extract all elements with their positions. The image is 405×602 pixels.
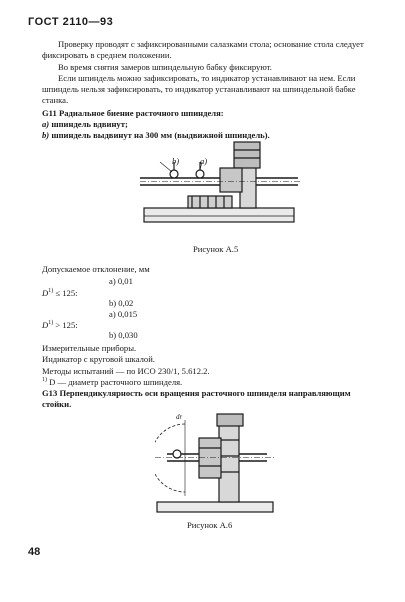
g11-item-b-marker: b)	[42, 130, 50, 140]
figure-a5-label-a: a)	[200, 156, 208, 166]
tolerance-heading: Допускаемое отклонение, мм	[42, 264, 150, 274]
a5-indicator-a	[196, 170, 204, 178]
a5-column-top	[234, 142, 260, 168]
g13-title-text: Перпендикулярность оси вращения расточного шпинделя направляющим	[59, 388, 351, 398]
figure-a6-caption: Рисунок А.6	[187, 520, 233, 530]
footnote	[42, 377, 182, 388]
g13-code: G13	[42, 388, 58, 398]
footnote-text: D — диаметр расточного шпинделя.	[49, 377, 183, 387]
a5-table	[188, 196, 232, 208]
a6-column	[219, 424, 239, 502]
footnote-sup: 1)	[42, 377, 47, 383]
tolerance-row-1: а) 0,01	[109, 276, 133, 286]
a6-spindle-head	[199, 438, 221, 478]
g11-title	[42, 108, 224, 119]
g13-title-line-2: стойки.	[42, 399, 72, 409]
instruments-line: Индикатор с круговой шкалой.	[42, 354, 155, 364]
a6-machine-base	[157, 502, 273, 512]
instruments-heading: Измерительные приборы.	[42, 343, 137, 353]
tolerance-condition-1-sup: 1)	[48, 288, 54, 294]
g11-title-text: Радиальное биение расточного шпинделя:	[58, 108, 224, 118]
tolerance-condition-1	[42, 288, 78, 299]
tolerance-condition-1-suffix: ≤ 125:	[55, 288, 78, 298]
intro-paragraph-2: Во время снятия замеров шпиндельную бабку фиксируют.	[58, 62, 272, 72]
figure-a5-label-b: b)	[172, 156, 180, 166]
tolerance-condition-2	[42, 320, 78, 331]
a6-rotation-arc	[155, 424, 185, 492]
g13-title-line-1	[42, 388, 351, 399]
intro-paragraph-1-line-1: Проверку проводят с зафиксированными салазками стола; основание стола следует	[58, 39, 364, 49]
g11-item-a	[42, 119, 128, 130]
g11-item-b-text: шпиндель выдвинут на 300 мм (выдвижной шпиндель).	[51, 130, 270, 140]
figure-a5-drawing	[140, 138, 300, 238]
figure-a6-label-d: dr	[176, 413, 183, 421]
a6-column-top	[217, 414, 243, 426]
intro-paragraph-3-line-2: шпиндель нельзя зафиксировать, то индикатор устанавливают на шпиндельной бабке	[42, 84, 356, 94]
intro-paragraph-1-line-2: фиксировать в среднем положении.	[42, 50, 172, 60]
a6-indicator	[173, 450, 181, 458]
tolerance-condition-2-prefix: D	[42, 320, 49, 330]
tolerance-condition-2-sup: 1)	[48, 320, 54, 326]
tolerance-condition-1-prefix: D	[42, 288, 49, 298]
g11-code: G11	[42, 108, 57, 118]
page-number: 48	[28, 546, 41, 558]
methods-line: Методы испытаний — по ИСО 230/1, 5.612.2.	[42, 366, 210, 376]
tolerance-row-3: а) 0,015	[109, 309, 138, 319]
intro-paragraph-3-line-3: станка.	[42, 95, 69, 105]
g11-item-a-text: шпиндель вдвинут;	[51, 119, 128, 129]
tolerance-row-4: b) 0,030	[109, 330, 138, 340]
figure-a6-drawing	[155, 410, 275, 520]
tolerance-row-2: b) 0,02	[109, 298, 134, 308]
g11-item-a-marker: a)	[42, 119, 50, 129]
intro-paragraph-3-line-1: Если шпиндель можно зафиксировать, то индикатор устанавливают на нем. Если	[58, 73, 356, 83]
a5-spindle-head	[220, 168, 242, 192]
document-code: ГОСТ 2110—93	[28, 16, 114, 28]
tolerance-condition-2-suffix: > 125:	[55, 320, 78, 330]
figure-a5-caption: Рисунок А.5	[193, 244, 239, 254]
a5-machine-base	[144, 208, 294, 222]
